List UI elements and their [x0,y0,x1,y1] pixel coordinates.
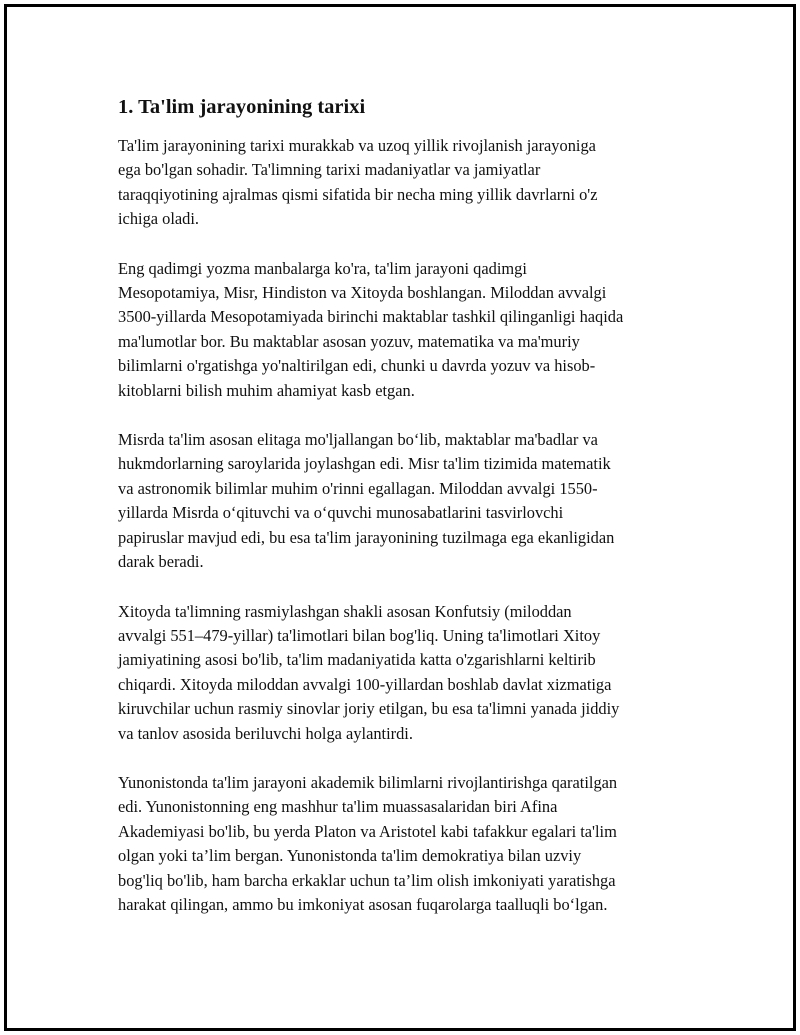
text-line: Ta'lim jarayonining tarixi murakkab va uzoq yillik rivojlanish jarayoniga [118,136,596,155]
paragraph-4 [118,600,690,746]
text-line: va astronomik bilimlar muhim o'rinni egallagan. Miloddan avvalgi 1550- [118,478,598,498]
text-line: ega bo'lgan sohadir. Ta'limning tarixi madaniyatlar va jamiyatlar [118,160,541,180]
text-line: Yunonistonda ta'lim jarayoni akademik bilimlarni rivojlantirishga qaratilgan [118,772,618,792]
text-line: ichiga oladi. [118,209,200,229]
section-heading: 1. Ta'lim jarayonining tarixi [118,96,366,118]
text-line: kiruvchilar uchun rasmiy sinovlar joriy etilgan, bu esa ta'limni yanada jiddiy [118,699,620,719]
text-line: Eng qadimgi yozma manbalarga ko'ra, ta'lim jarayoni qadimgi [118,258,527,278]
text-line: hukmdorlarning saroylarida joylashgan edi. Misr ta'lim tizimida matematik [118,454,611,474]
text-line: papiruslar mavjud edi, bu esa ta'lim jarayonining tuzilmaga ega ekanligidan [118,527,615,547]
text-line: chiqardi. Xitoyda miloddan avvalgi 100-yillardan boshlab davlat xizmatiga [118,674,612,694]
text-line: Xitoyda ta'limning rasmiylashgan shakli asosan Konfutsiy (miloddan [118,601,572,621]
document-body [118,94,690,942]
text-line: Akademiyasi bo'lib, bu yerda Platon va Aristotel kabi tafakkur egalari ta'lim [118,821,617,841]
text-line: bog'liq bo'lib, ham barcha erkaklar uchun ta’lim olish imkoniyati yaratishga [118,870,616,890]
paragraph-5 [118,771,690,917]
text-line: Mesopotamiya, Misr, Hindiston va Xitoyda boshlangan. Miloddan avvalgi [118,283,607,303]
text-line: harakat qilingan, ammo bu imkoniyat asosan fuqarolarga taalluqli bo‘lgan. [118,894,608,914]
text-line: bilimlarni o'rgatishga yo'naltirilgan edi, chunki u davrda yozuv va hisob- [118,356,596,376]
text-line: ma'lumotlar bor. Bu maktablar asosan yozuv, matematika va ma'muriy [118,331,580,351]
text-line: kitoblarni bilish muhim ahamiyat kasb etgan. [118,380,415,400]
text-line: yillarda Misrda o‘qituvchi va o‘quvchi munosabatlarini tasvirlovchi [118,503,564,523]
text-line: avvalgi 551–479-yillar) ta'limotlari bilan bog'liq. Uning ta'limotlari Xitoy [118,625,601,645]
text-line: darak beradi. [118,552,204,572]
text-line: jamiyatining asosi bo'lib, ta'lim madaniyatida katta o'zgarishlarni keltirib [118,650,596,670]
text-line: edi. Yunonistonning eng mashhur ta'lim muassasalaridan biri Afina [118,797,558,817]
text-line: 3500-yillarda Mesopotamiyada birinchi maktablar tashkil qilinganligi haqida [118,307,624,327]
text-line: va tanlov asosida beriluvchi holga aylantirdi. [118,723,413,743]
text-line: Misrda ta'lim asosan elitaga mo'ljallangan bo‘lib, maktablar ma'badlar va [118,430,598,450]
paragraph-1 [118,134,690,232]
text-line: taraqqiyotining ajralmas qismi sifatida bir necha ming yillik davrlarni o'z [118,184,598,204]
paragraph-2 [118,257,690,403]
text-line: olgan yoki ta’lim bergan. Yunonistonda ta'lim demokratiya bilan uzviy [118,846,582,866]
paragraph-3 [118,428,690,574]
